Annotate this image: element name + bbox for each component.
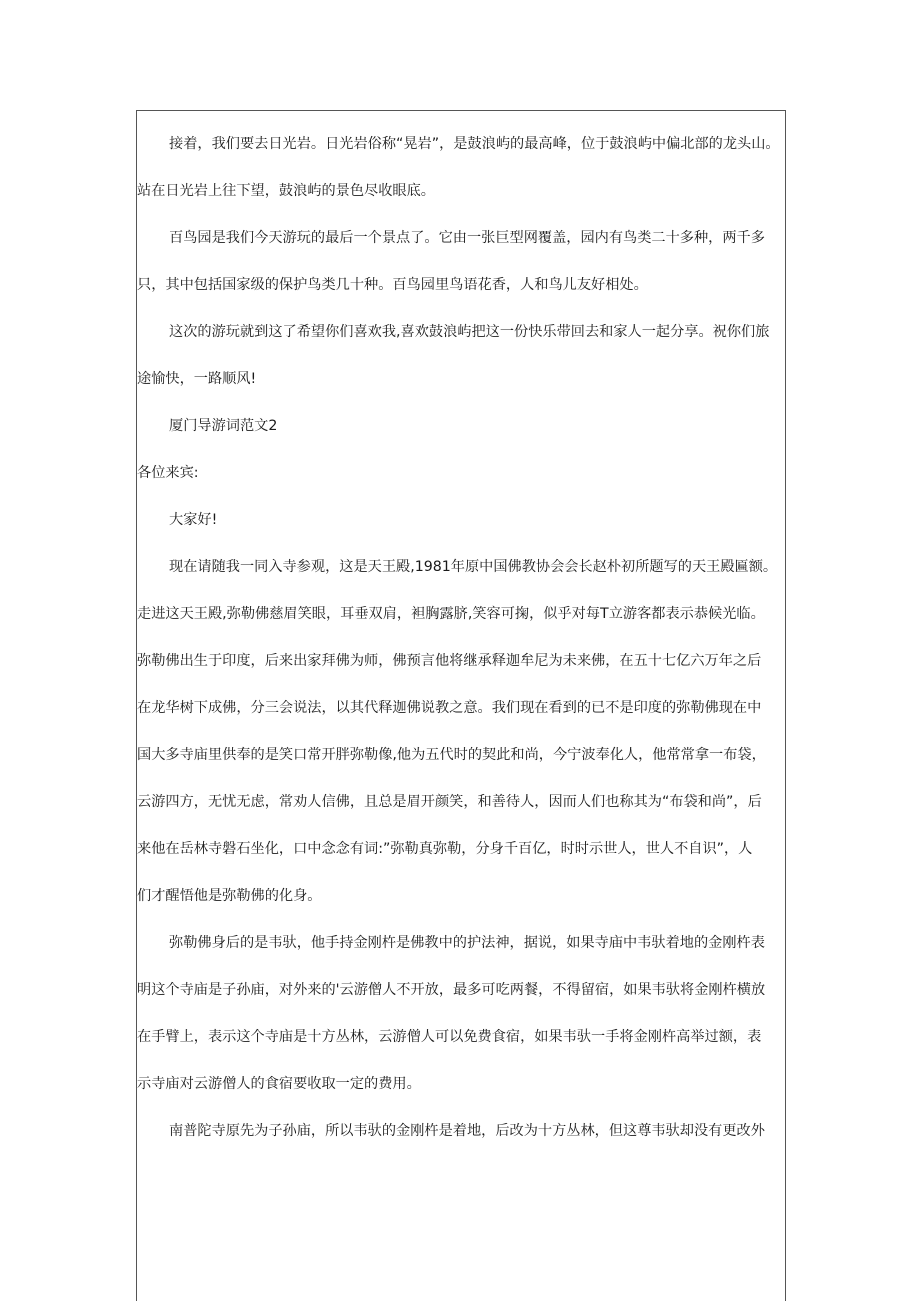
text-line: 南普陀寺原先为子孙庙，所以韦驮的金刚杵是着地，后改为十方丛林，但这尊韦驮却没有更改外	[169, 1123, 765, 1139]
salutation: 各位来宾:	[137, 465, 199, 481]
text-line: 明这个寺庙是子孙庙，对外来的'云游僧人不开放，最多可吃两餐，不得留宿，如果韦驮将金刚杵横放	[137, 982, 766, 998]
text-line: 途愉快，一路顺风!	[137, 371, 257, 387]
text-line: 这次的游玩就到这了希望你们喜欢我,喜欢鼓浪屿把这一份快乐带回去和家人一起分享。祝你们旅	[169, 324, 770, 340]
greeting: 大家好!	[169, 512, 218, 528]
text-line: 弥勒佛出生于印度，后来出家拜佛为师，佛预言他将继承释迦牟尼为未来佛，在五十七亿六万年之后	[137, 653, 762, 669]
text-line: 来他在岳林寺磐石坐化，口中念念有词:”弥勒真弥勒，分身千百亿，时时示世人，世人不自识”，人	[137, 841, 753, 857]
text-line: 们才醒悟他是弥勒佛的化身。	[137, 888, 322, 904]
section-heading: 厦门导游词范文2	[169, 418, 278, 434]
text-line: 示寺庙对云游僧人的食宿要收取一定的费用。	[137, 1076, 421, 1092]
text-line: 国大多寺庙里供奉的是笑口常开胖弥勒像,他为五代时的契此和尚，今宁波奉化人，他常常拿一布袋，	[137, 747, 766, 763]
text-line: 现在请随我一同入寺参观，这是天王殿,1981年原中国佛教协会会长赵朴初所题写的天王殿匾额。	[169, 559, 778, 575]
text-line: 接着，我们要去日光岩。日光岩俗称“晃岩”，是鼓浪屿的最高峰，位于鼓浪屿中偏北部的龙头山。	[169, 136, 780, 152]
text-line: 云游四方，无忧无虑，常劝人信佛，且总是眉开颜笑，和善待人，因而人们也称其为“布袋和尚”，后	[137, 794, 762, 810]
text-line: 弥勒佛身后的是韦驮，他手持金刚杵是佛教中的护法神，据说，如果寺庙中韦驮着地的金刚杵表	[169, 935, 765, 951]
text-line: 站在日光岩上往下望，鼓浪屿的景色尽收眼底。	[137, 183, 435, 199]
text-line: 在龙华树下成佛，分三会说法，以其代释迦佛说教之意。我们现在看到的已不是印度的弥勒佛现在中	[137, 700, 762, 716]
text-line: 只，其中包括国家级的保护鸟类几十种。百鸟园里鸟语花香，人和鸟儿友好相处。	[137, 277, 648, 293]
text-line: 在手臂上，表示这个寺庙是十方丛林，云游僧人可以免费食宿，如果韦驮一手将金刚杵高举过额，表	[137, 1029, 762, 1045]
text-line: 百鸟园是我们今天游玩的最后一个景点了。它由一张巨型网覆盖，园内有鸟类二十多种，两千多	[169, 230, 765, 246]
text-line: 走进这天王殿,弥勒佛慈眉笑眼，耳垂双肩，袒胸露脐,笑容可掬，似乎对每T立游客都表示恭候光临。	[137, 606, 765, 622]
